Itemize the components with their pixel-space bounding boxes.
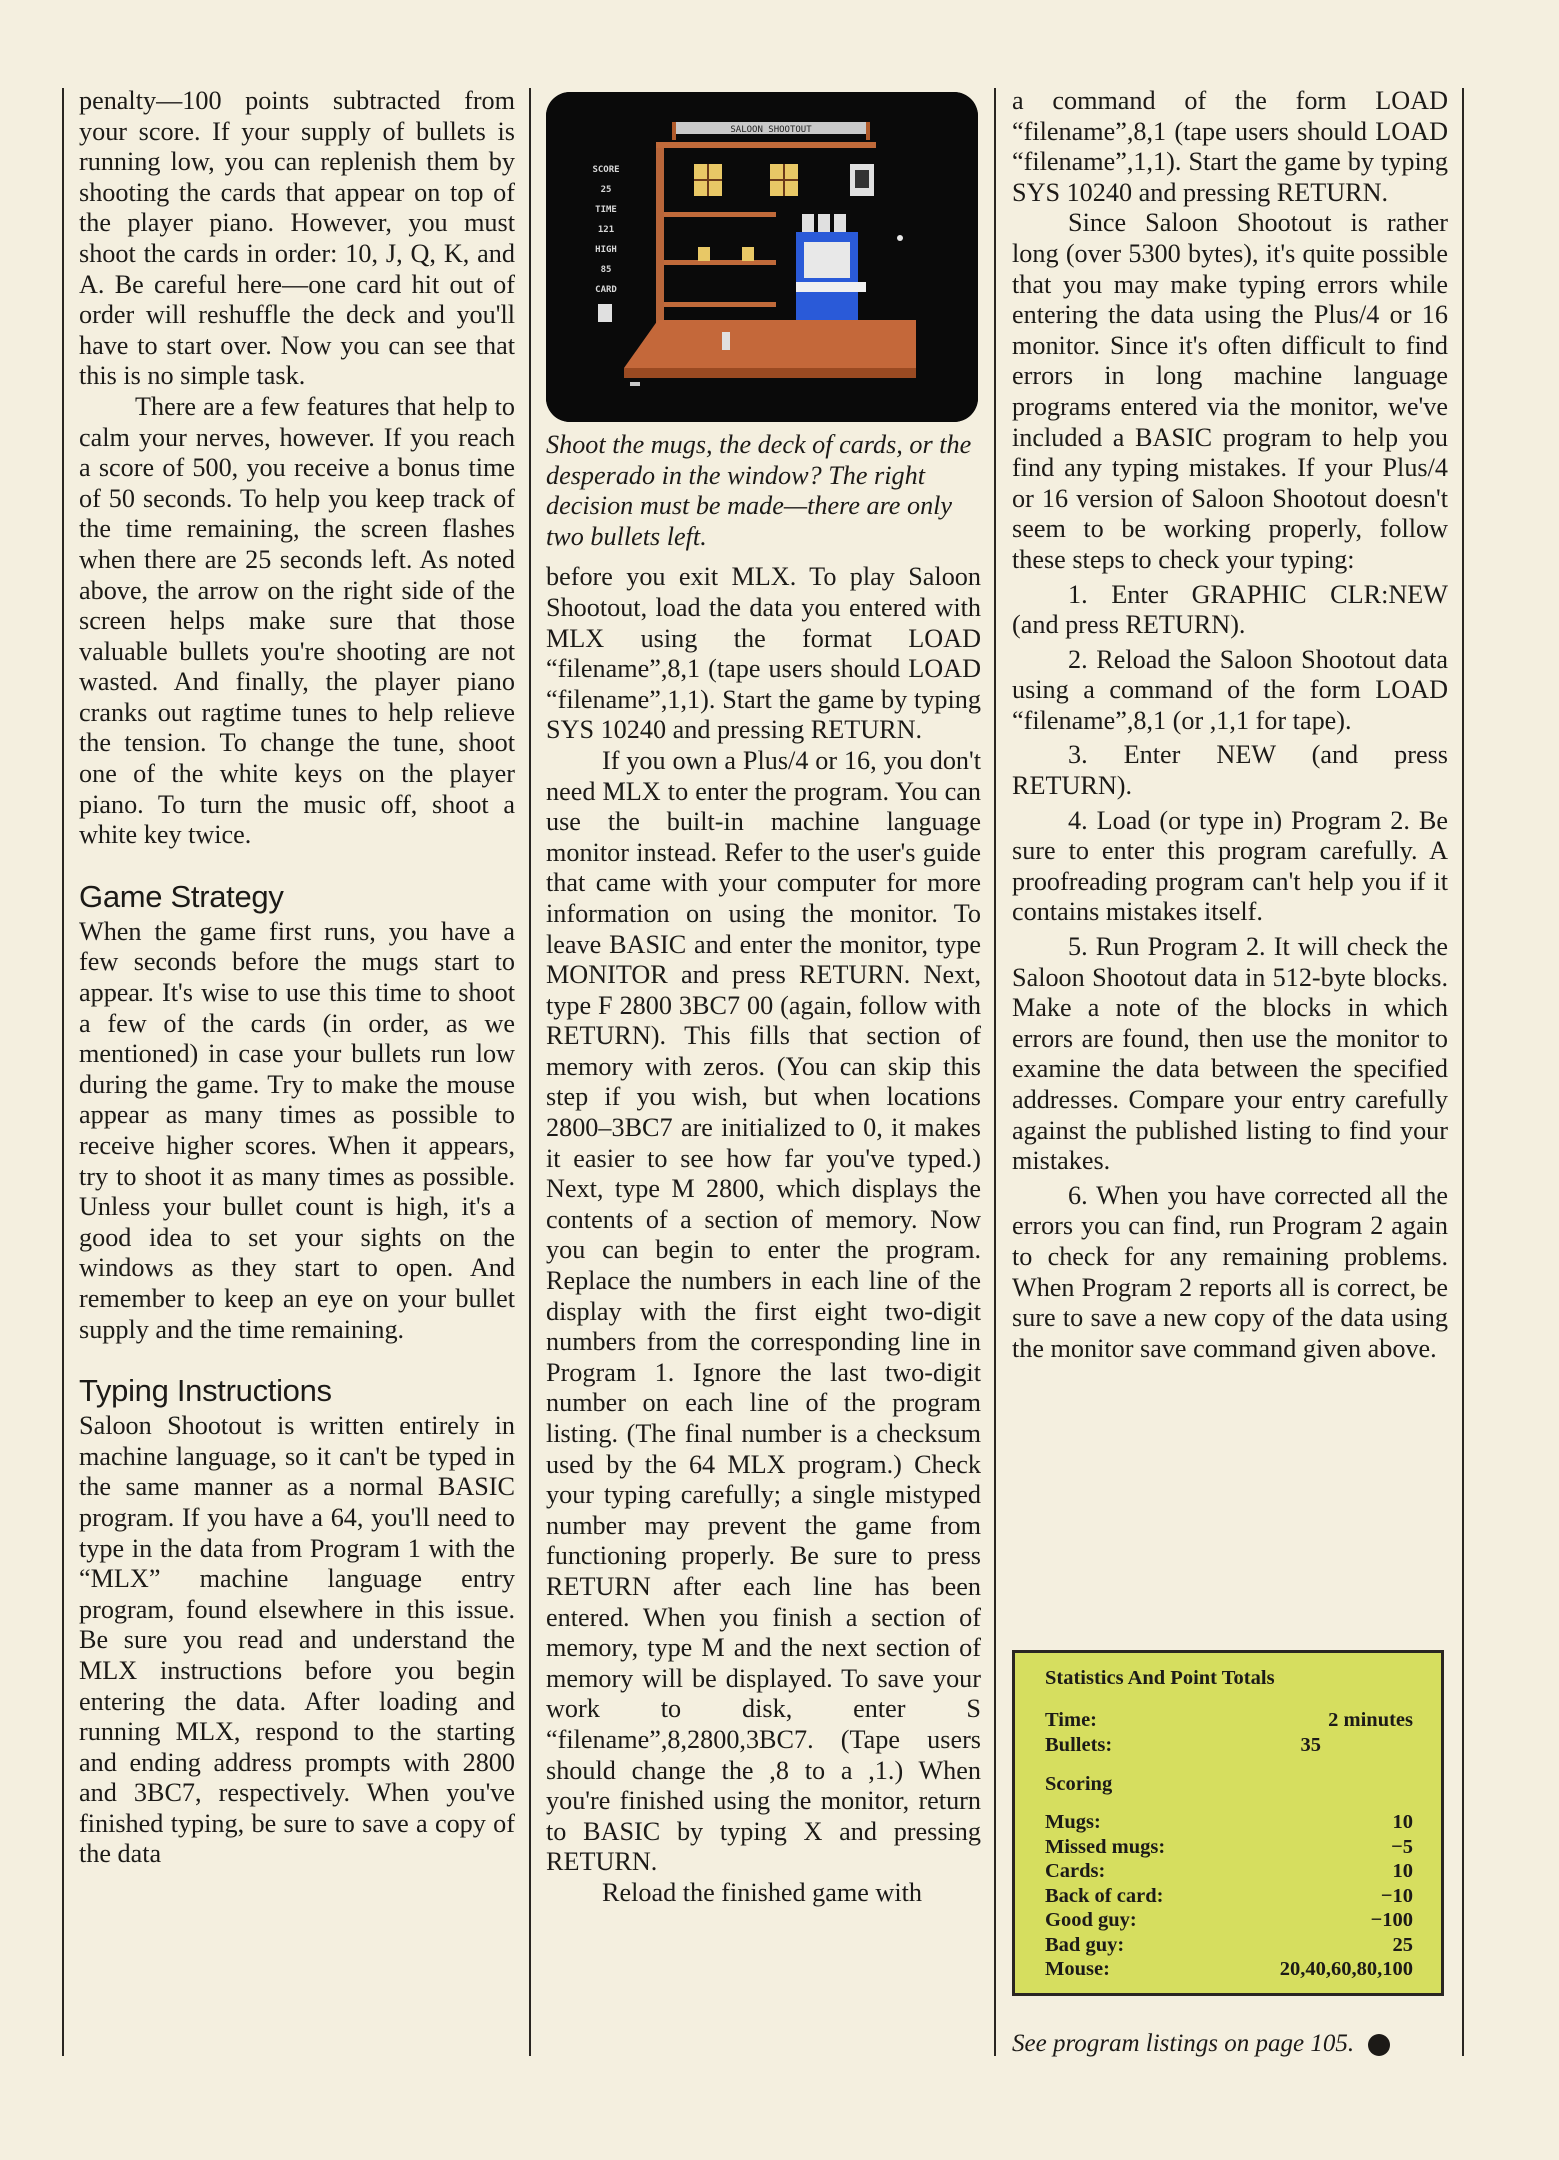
stats-row-back-of-card — [1045, 1884, 1413, 1909]
stats-value: 10 — [1392, 1811, 1413, 1833]
stats-row-cards — [1045, 1859, 1413, 1884]
hud-high: 85 — [600, 265, 612, 275]
stats-label: Good guy: — [1045, 1909, 1137, 1931]
step-5: 5. Run Program 2. It will check the Saloon Shootout data in 512-byte blocks. Make a note of the blocks in which errors are found, then use the monitor to examine the data between the specified addresses. Compare your entry carefully against the published listing to find your mistakes. — [1012, 932, 1448, 1176]
paragraph: a command of the form LOAD “filename”,8,1 (tape users should LOAD “filename”,1,1). Start the game by typing SYS 10240 and pressing RETURN. — [1012, 86, 1448, 207]
paragraph: before you exit MLX. To play Saloon Shootout, load the data you entered with MLX using the format LOAD “filename”,8,1 (tape users should LOAD “filename”,1,1). Start the game by typing SYS 10240 and pressing RETURN. — [546, 562, 981, 745]
hud-card — [598, 304, 612, 322]
listing-reference: See program listings on page 105. — [1012, 2030, 1355, 2057]
stats-value: 20,40,60,80,100 — [1279, 1958, 1413, 1980]
heading-typing-instructions: Typing Instructions — [79, 1373, 332, 1409]
stats-row-bad-guy — [1045, 1933, 1413, 1958]
stats-value: 35 — [1300, 1733, 1321, 1756]
player-figure — [722, 332, 730, 350]
game-screenshot — [546, 92, 978, 422]
stats-label: Cards: — [1045, 1860, 1106, 1882]
sign-text: SALOON SHOOTOUT — [730, 125, 812, 135]
paragraph: penalty—100 points subtracted from your score. If your supply of bullets is running low, you can replenish them by shooting the cards that appear on top of the player piano. However, you must shoot the cards in order: 10, J, Q, K, and A. Be careful here—one card hit out of order will reshuffle the deck and you'll have to start over. Now you can see that this is no simple task. — [79, 86, 515, 391]
stats-label: Back of card: — [1045, 1884, 1164, 1907]
stats-label: Missed mugs: — [1045, 1835, 1166, 1858]
stats-row-time — [1045, 1708, 1413, 1733]
paragraph: There are a few features that help to calm your nerves, however. If you reach a score of 500, you receive a bonus time of 50 seconds. To help you keep track of the time remaining, the screen flashes when there are 25 seconds left. As noted above, the arrow on the right side of the screen helps make sure that those valuable bullets you're shooting are not wasted. And finally, the player piano cranks out ragtime tunes to help relieve the tension. To change the tune, shoot one of the white keys on the player piano. To turn the music off, shoot a white key twice. — [79, 391, 515, 850]
hud-card-label: CARD — [595, 285, 617, 295]
stats-value: 25 — [1392, 1933, 1413, 1956]
program-listing-note — [1012, 2030, 1452, 2058]
card — [802, 214, 814, 232]
step-1: 1. Enter GRAPHIC CLR:NEW (and press RETURN). — [1012, 579, 1448, 640]
game-scene — [546, 92, 978, 422]
photo-caption: Shoot the mugs, the deck of cards, or the desperado in the window? The right decision must be made—there are only two bullets left. — [546, 430, 972, 551]
stats-label: Time: — [1045, 1709, 1098, 1731]
stats-value: −10 — [1380, 1884, 1413, 1907]
step-2: 2. Reload the Saloon Shootout data using a command of the form LOAD “filename”,8,1 (or ,1,1 for tape). — [1012, 644, 1448, 735]
paragraph: When the game first runs, you have a few seconds before the mugs start to appear. It's wise to use this time to shoot a few of the cards (in order, as we mentioned) in case your bullets run low during the game. Try to make the mouse appear as many times as possible to receive higher scores. When it appears, try to shoot it as many times as possible. Unless your bullet count is high, it's a good idea to set your sights on the windows as they start to open. And remember to keep an eye on your bullet supply and the time remaining. — [79, 916, 515, 1344]
mug — [698, 247, 710, 261]
column-2 — [546, 92, 981, 1909]
step-6: 6. When you have corrected all the errors you can find, run Program 2 again to check for any remaining problems. When Program 2 reports all is correct, be sure to save a new copy of the data using the monitor save command given above. — [1012, 1180, 1448, 1363]
end-mark-icon — [1368, 2034, 1390, 2056]
stats-value: −5 — [1391, 1835, 1413, 1858]
card — [834, 214, 846, 232]
hud-time-label: TIME — [595, 205, 617, 215]
hud-score-label: SCORE — [592, 165, 620, 175]
paragraph: If you own a Plus/4 or 16, you don't need MLX to enter the program. You can use the built-in machine language monitor instead. Refer to the user's guide that came with your computer for more information on using the monitor. To leave BASIC and enter the monitor, type MONITOR and press RETURN. Next, type F 2800 3BC7 00 (again, follow with RETURN). This fills that section of memory with zeros. (You can skip this step if you wish, but when locations 2800–3BC7 are initialized to 0, it makes it easier to see how far you've typed.) Next, type M 2800, which displays the contents of a section of memory. Now you can begin to enter the program. Replace the numbers in each line of the display with the first eight two-digit numbers from the corresponding line in Program 1. Ignore the last two-digit number on each line of the program listing. (The final number is a checksum used by the 64 MLX program.) Check your typing carefully; a single mistyped number may prevent the game from functioning properly. Be sure to press RETURN after each line has been entered. When you finish a section of memory, type M and the next section of memory will be displayed. To save your work to disk, enter S “filename”,8,2800,3BC7. (Tape users should change the ,8 to a ,1.) When you're finished using the monitor, return to BASIC by typing X and pressing RETURN. — [546, 745, 981, 1877]
paragraph: Since Saloon Shootout is rather long (over 5300 bytes), it's quite possible that you may make typing errors while entering the data using the Plus/4 or 16 monitor. Since it's often difficult to find errors in long machine language programs entered via the monitor, we've included a BASIC program to help you find any typing mistakes. If your Plus/4 or 16 version of Saloon Shootout doesn't seem to be working properly, follow these steps to check your typing: — [1012, 208, 1448, 574]
step-4: 4. Load (or type in) Program 2. Be sure to enter this program carefully. A proofreading program can't help you if it contains mistakes itself. — [1012, 805, 1448, 927]
stats-label: Bad guy: — [1045, 1933, 1125, 1956]
stats-row-mugs — [1045, 1810, 1413, 1835]
step-3: 3. Enter NEW (and press RETURN). — [1012, 740, 1448, 801]
saloon-floor — [624, 320, 916, 368]
paragraph: Reload the finished game with — [602, 1877, 922, 1907]
stats-label: Bullets: — [1045, 1733, 1113, 1756]
column-rule-middle-right — [994, 88, 996, 2056]
stats-value: −100 — [1370, 1909, 1413, 1931]
scoring-heading: Scoring — [1045, 1773, 1113, 1795]
statistics-title: Statistics And Point Totals — [1045, 1667, 1275, 1689]
stats-row-mouse — [1045, 1957, 1413, 1982]
stats-value: 2 minutes — [1328, 1709, 1413, 1731]
stats-label: Mugs: — [1045, 1811, 1101, 1833]
column-rule-left — [62, 88, 64, 2056]
column-3 — [1012, 86, 1448, 1364]
hud-high-label: HIGH — [595, 245, 617, 255]
card — [818, 214, 830, 232]
statistics-box — [1012, 1650, 1444, 1996]
column-rule-right — [1462, 88, 1464, 2056]
heading-game-strategy: Game Strategy — [79, 878, 284, 914]
stats-label: Mouse: — [1045, 1958, 1110, 1980]
hud-score: 25 — [600, 185, 612, 195]
column-rule-middle-left — [529, 88, 531, 2056]
hud-time: 121 — [597, 225, 615, 235]
column-1 — [79, 86, 515, 1870]
stats-row-bullets — [1045, 1733, 1413, 1758]
arrow-marker — [897, 235, 903, 241]
stats-row-good-guy — [1045, 1908, 1413, 1933]
stats-value: 10 — [1392, 1860, 1413, 1882]
paragraph: Saloon Shootout is written entirely in machine language, so it can't be typed in the same manner as a normal BASIC program. If you have a 64, you'll need to type in the data from Program 1 with the “MLX” machine language entry program, found elsewhere in this issue. Be sure you read and understand the MLX instructions before you begin entering the data. After loading and running MLX, respond to the starting and ending address prompts with 2800 and 3BC7, respectively. When you've finished typing, be sure to save a copy of the data — [79, 1411, 515, 1869]
mug — [742, 247, 754, 261]
stats-row-missed-mugs — [1045, 1835, 1413, 1860]
